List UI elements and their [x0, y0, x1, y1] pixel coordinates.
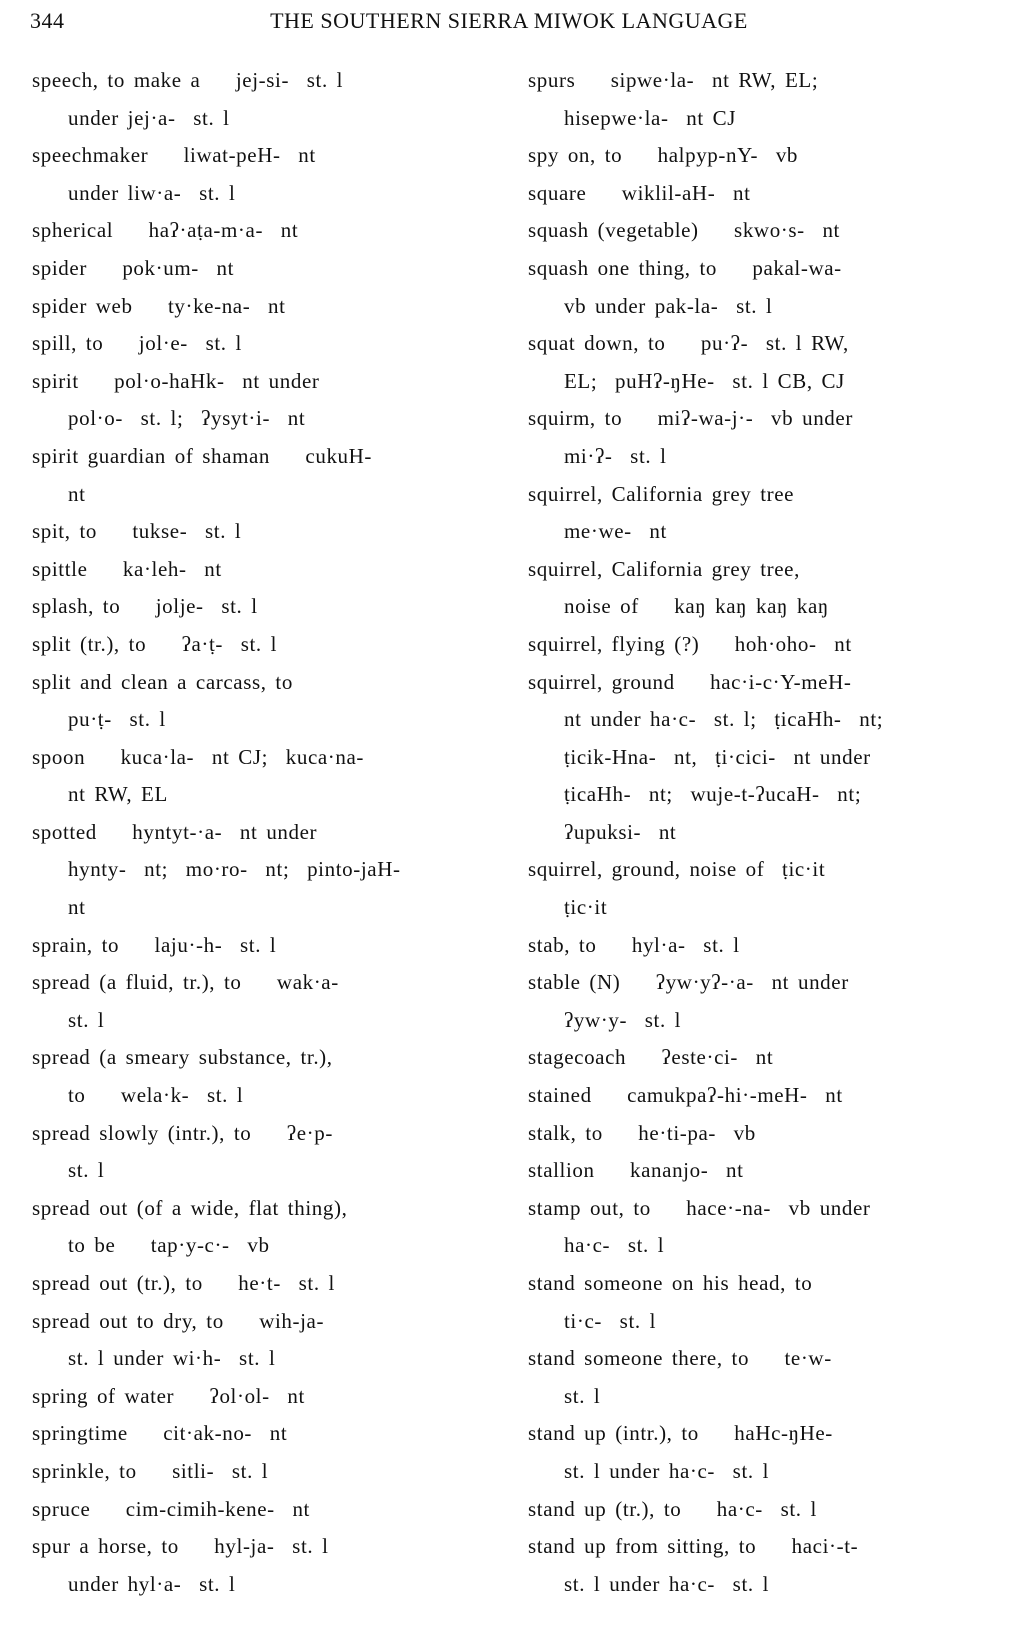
entry-line: stable (N) ʔyw·yʔ-·a- nt under	[528, 970, 849, 995]
entry-line: spirit pol·o-haHk- nt under	[32, 368, 320, 393]
entry-continuation-line: vb under pak-la- st. l	[564, 293, 773, 318]
entry-continuation-line: under jej·a- st. l	[68, 105, 230, 130]
entry-line: spider web ty·ke-na- nt	[32, 293, 286, 318]
entry-line: spill, to jol·e- st. l	[32, 331, 242, 356]
entry-continuation-line: under liw·a- st. l	[68, 180, 236, 205]
entry-continuation-line: hisepwe·la- nt CJ	[564, 105, 737, 130]
entry-continuation-line: EL; puHʔ-ŋHe- st. l CB, CJ	[564, 368, 845, 393]
entry-continuation-line: pu·ṭ- st. l	[68, 707, 166, 732]
entry-continuation-line: ṭic·it	[564, 895, 608, 920]
entry-line: split (tr.), to ʔa·ṭ- st. l	[32, 631, 278, 656]
entry-line: squirrel, California grey tree,	[528, 556, 800, 581]
entry-line: spotted hyntyt-·a- nt under	[32, 819, 318, 844]
entry-line: speechmaker liwat-peH- nt	[32, 143, 316, 168]
entry-line: spirit guardian of shaman cukuH-	[32, 443, 373, 468]
page-header	[30, 8, 988, 42]
entry-continuation-line: nt RW, EL	[68, 782, 168, 807]
entry-continuation-line: nt	[68, 481, 86, 506]
entry-line: spring of water ʔol·ol- nt	[32, 1383, 305, 1408]
entry-line: stagecoach ʔeste·ci- nt	[528, 1045, 774, 1070]
left-column	[32, 62, 494, 1603]
entry-line: spurs sipwe·la- nt RW, EL;	[528, 68, 819, 92]
entry-line: stand up from sitting, to haci·-t-	[528, 1534, 859, 1559]
entry-continuation-line: to wela·k- st. l	[68, 1083, 244, 1108]
entry-continuation-line: me·we- nt	[564, 519, 667, 544]
entry-line: stand up (intr.), to haHc-ŋHe-	[528, 1421, 833, 1446]
entry-line: spruce cim-cimih-kene- nt	[32, 1496, 310, 1521]
entry-line: sprinkle, to sitli- st. l	[32, 1458, 269, 1483]
entry-line: squash (vegetable) skwo·s- nt	[528, 218, 840, 243]
running-title: THE SOUTHERN SIERRA MIWOK LANGUAGE	[270, 8, 748, 33]
entry-continuation-line: st. l	[68, 1007, 105, 1032]
entry-line: spit, to tukse- st. l	[32, 519, 242, 544]
entry-line: stained camukpaʔ-hi·-meH- nt	[528, 1083, 843, 1108]
entry-continuation-line: under hyl·a- st. l	[68, 1571, 236, 1596]
entry-line: spherical haʔ·aṭa-m·a- nt	[32, 218, 299, 243]
entry-line: stand someone there, to te·w-	[528, 1346, 832, 1371]
entry-line: speech, to make a jej-si- st. l	[32, 68, 344, 92]
entry-continuation-line: nt under ha·c- st. l; ṭicaHh- nt;	[564, 707, 884, 732]
entry-line: squirm, to miʔ-wa-j·- vb under	[528, 406, 853, 431]
entry-line: spittle ka·leh- nt	[32, 556, 222, 581]
entry-line: squirrel, flying (?) hoh·oho- nt	[528, 631, 852, 656]
entry-line: spur a horse, to hyl-ja- st. l	[32, 1534, 329, 1559]
entry-line: squash one thing, to pakal-wa-	[528, 255, 842, 280]
entry-line: spread (a fluid, tr.), to wak·a-	[32, 970, 339, 995]
entry-continuation-line: nt	[68, 895, 86, 920]
entry-continuation-line: to be tap·y-c·- vb	[68, 1233, 270, 1258]
entry-line: split and clean a carcass, to	[32, 669, 293, 694]
entry-line: spy on, to halpyp-nY- vb	[528, 143, 799, 168]
entry-continuation-line: ti·c- st. l	[564, 1308, 657, 1333]
entry-line: stalk, to he·ti-pa- vb	[528, 1120, 756, 1145]
entry-continuation-line: st. l under ha·c- st. l	[564, 1571, 770, 1596]
entry-line: spread out to dry, to wih-ja-	[32, 1308, 325, 1333]
entry-continuation-line: ha·c- st. l	[564, 1233, 665, 1258]
entry-continuation-line: st. l under wi·h- st. l	[68, 1346, 276, 1371]
entry-line: squirrel, ground hac·i-c·Y-meH-	[528, 669, 852, 694]
entry-line: spread out (of a wide, flat thing),	[32, 1195, 348, 1220]
entry-line: stamp out, to hace·-na- vb under	[528, 1195, 871, 1220]
entry-line: stand someone on his head, to	[528, 1271, 813, 1295]
entry-continuation-line: noise of kaŋ kaŋ kaŋ kaŋ	[564, 594, 829, 619]
entry-line: sprain, to laju·-h- st. l	[32, 932, 277, 957]
entry-line: springtime cit·ak-no- nt	[32, 1421, 288, 1446]
entry-line: spoon kuca·la- nt CJ; kuca·na-	[32, 744, 365, 769]
entry-line: splash, to jolje- st. l	[32, 594, 258, 619]
entry-line: square wiklil-aH- nt	[528, 180, 751, 205]
entry-continuation-line: st. l	[564, 1383, 601, 1408]
entry-continuation-line: st. l	[68, 1158, 105, 1183]
entry-line: stab, to hyl·a- st. l	[528, 932, 740, 957]
entry-line: squat down, to pu·ʔ- st. l RW,	[528, 331, 849, 356]
entry-line: stand up (tr.), to ha·c- st. l	[528, 1496, 817, 1521]
entry-line: spread (a smeary substance, tr.),	[32, 1045, 333, 1070]
entry-line: stallion kananjo- nt	[528, 1158, 744, 1183]
entry-continuation-line: st. l under ha·c- st. l	[564, 1458, 770, 1483]
entry-continuation-line: ṭicaHh- nt; wuje-t-ʔucaH- nt;	[564, 782, 862, 807]
page-number: 344	[30, 8, 65, 33]
entry-line: spider pok·um- nt	[32, 255, 235, 280]
entry-continuation-line: mi·ʔ- st. l	[564, 443, 667, 468]
entry-line: squirrel, ground, noise of ṭic·it	[528, 857, 826, 882]
entry-continuation-line: ṭicik-Hna- nt, ṭi·cici- nt under	[564, 744, 871, 769]
entry-continuation-line: hynty- nt; mo·ro- nt; pinto-jaH-	[68, 857, 401, 882]
entry-continuation-line: ʔyw·y- st. l	[564, 1007, 682, 1032]
right-column	[528, 62, 1006, 1603]
entry-line: spread out (tr.), to he·t- st. l	[32, 1271, 335, 1295]
entry-line: spread slowly (intr.), to ʔe·p-	[32, 1120, 333, 1145]
entry-continuation-line: ʔupuksi- nt	[564, 819, 677, 844]
entry-continuation-line: pol·o- st. l; ʔysyt·i- nt	[68, 406, 306, 431]
entry-line: squirrel, California grey tree	[528, 481, 795, 506]
